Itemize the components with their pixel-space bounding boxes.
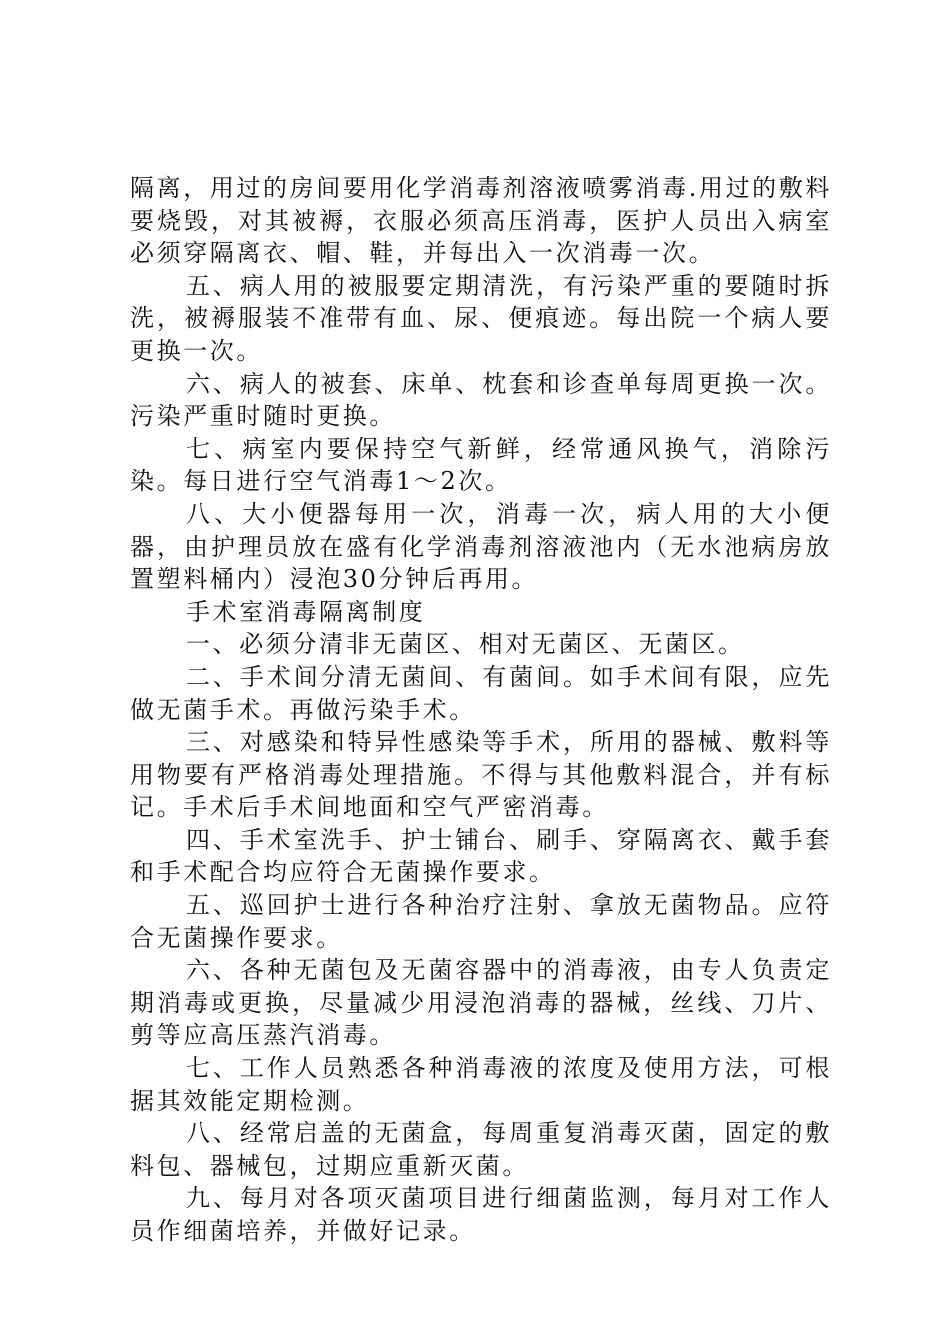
document-body <box>130 172 832 1248</box>
paragraph-rule-8-bedpans: 八、大小便器每用一次，消毒一次，病人用的大小便器，由护理员放在盛有化学消毒剂溶液池内（无水池病房放置塑料桶内）浸泡30分钟后再用。 <box>130 499 832 594</box>
paragraph-rule-6-linens: 六、病人的被套、床单、枕套和诊查单每周更换一次。污染严重时随时更换。 <box>130 369 832 431</box>
paragraph-or-rule-4: 四、手术室洗手、护士铺台、刷手、穿隔离衣、戴手套和手术配合均应符合无菌操作要求。 <box>130 825 832 887</box>
paragraph-or-rule-2: 二、手术间分清无菌间、有菌间。如手术间有限，应先做无菌手术。再做污染手术。 <box>130 662 832 724</box>
paragraph-or-rule-7: 七、工作人员熟悉各种消毒液的浓度及使用方法，可根据其效能定期检测。 <box>130 1054 832 1115</box>
section-heading-operating-room: 手术室消毒隔离制度 <box>186 597 426 626</box>
paragraph-rule-7-ventilation: 七、病室内要保持空气新鲜，经常通风换气，消除污染。每日进行空气消毒1～2次。 <box>130 434 832 496</box>
paragraph-or-rule-5: 五、巡回护士进行各种治疗注射、拿放无菌物品。应符合无菌操作要求。 <box>130 891 832 952</box>
paragraph-or-rule-1: 一、必须分清非无菌区、相对无菌区、无菌区。 <box>186 630 745 659</box>
paragraph-or-rule-8: 八、经常启盖的无菌盒，每周重复消毒灭菌，固定的敷料包、器械包，过期应重新灭菌。 <box>130 1119 832 1180</box>
paragraph-rule-5-bedding: 五、病人用的被服要定期清洗，有污染严重的要随时拆洗，被褥服装不准带有血、尿、便痕迹。每出院一个病人要更换一次。 <box>130 271 832 365</box>
paragraph-or-rule-3: 三、对感染和特异性感染等手术，所用的器械、敷料等用物要有严格消毒处理措施。不得与其他敷料混合，并有标记。手术后手术间地面和空气严密消毒。 <box>130 728 832 822</box>
paragraph-or-rule-9: 九、每月对各项灭菌项目进行细菌监测，每月对工作人员作细菌培养，并做好记录。 <box>130 1184 832 1245</box>
paragraph-or-rule-6: 六、各种无菌包及无菌容器中的消毒液，由专人负责定期消毒或更换，尽量减少用浸泡消毒的器械，丝线、刀片、剪等应高压蒸汽消毒。 <box>130 956 832 1050</box>
paragraph-isolation-continued: 隔离，用过的房间要用化学消毒剂溶液喷雾消毒.用过的敷料要烧毁，对其被褥，衣服必须高压消毒，医护人员出入病室必须穿隔离衣、帽、鞋，并每出入一次消毒一次。 <box>130 174 832 268</box>
